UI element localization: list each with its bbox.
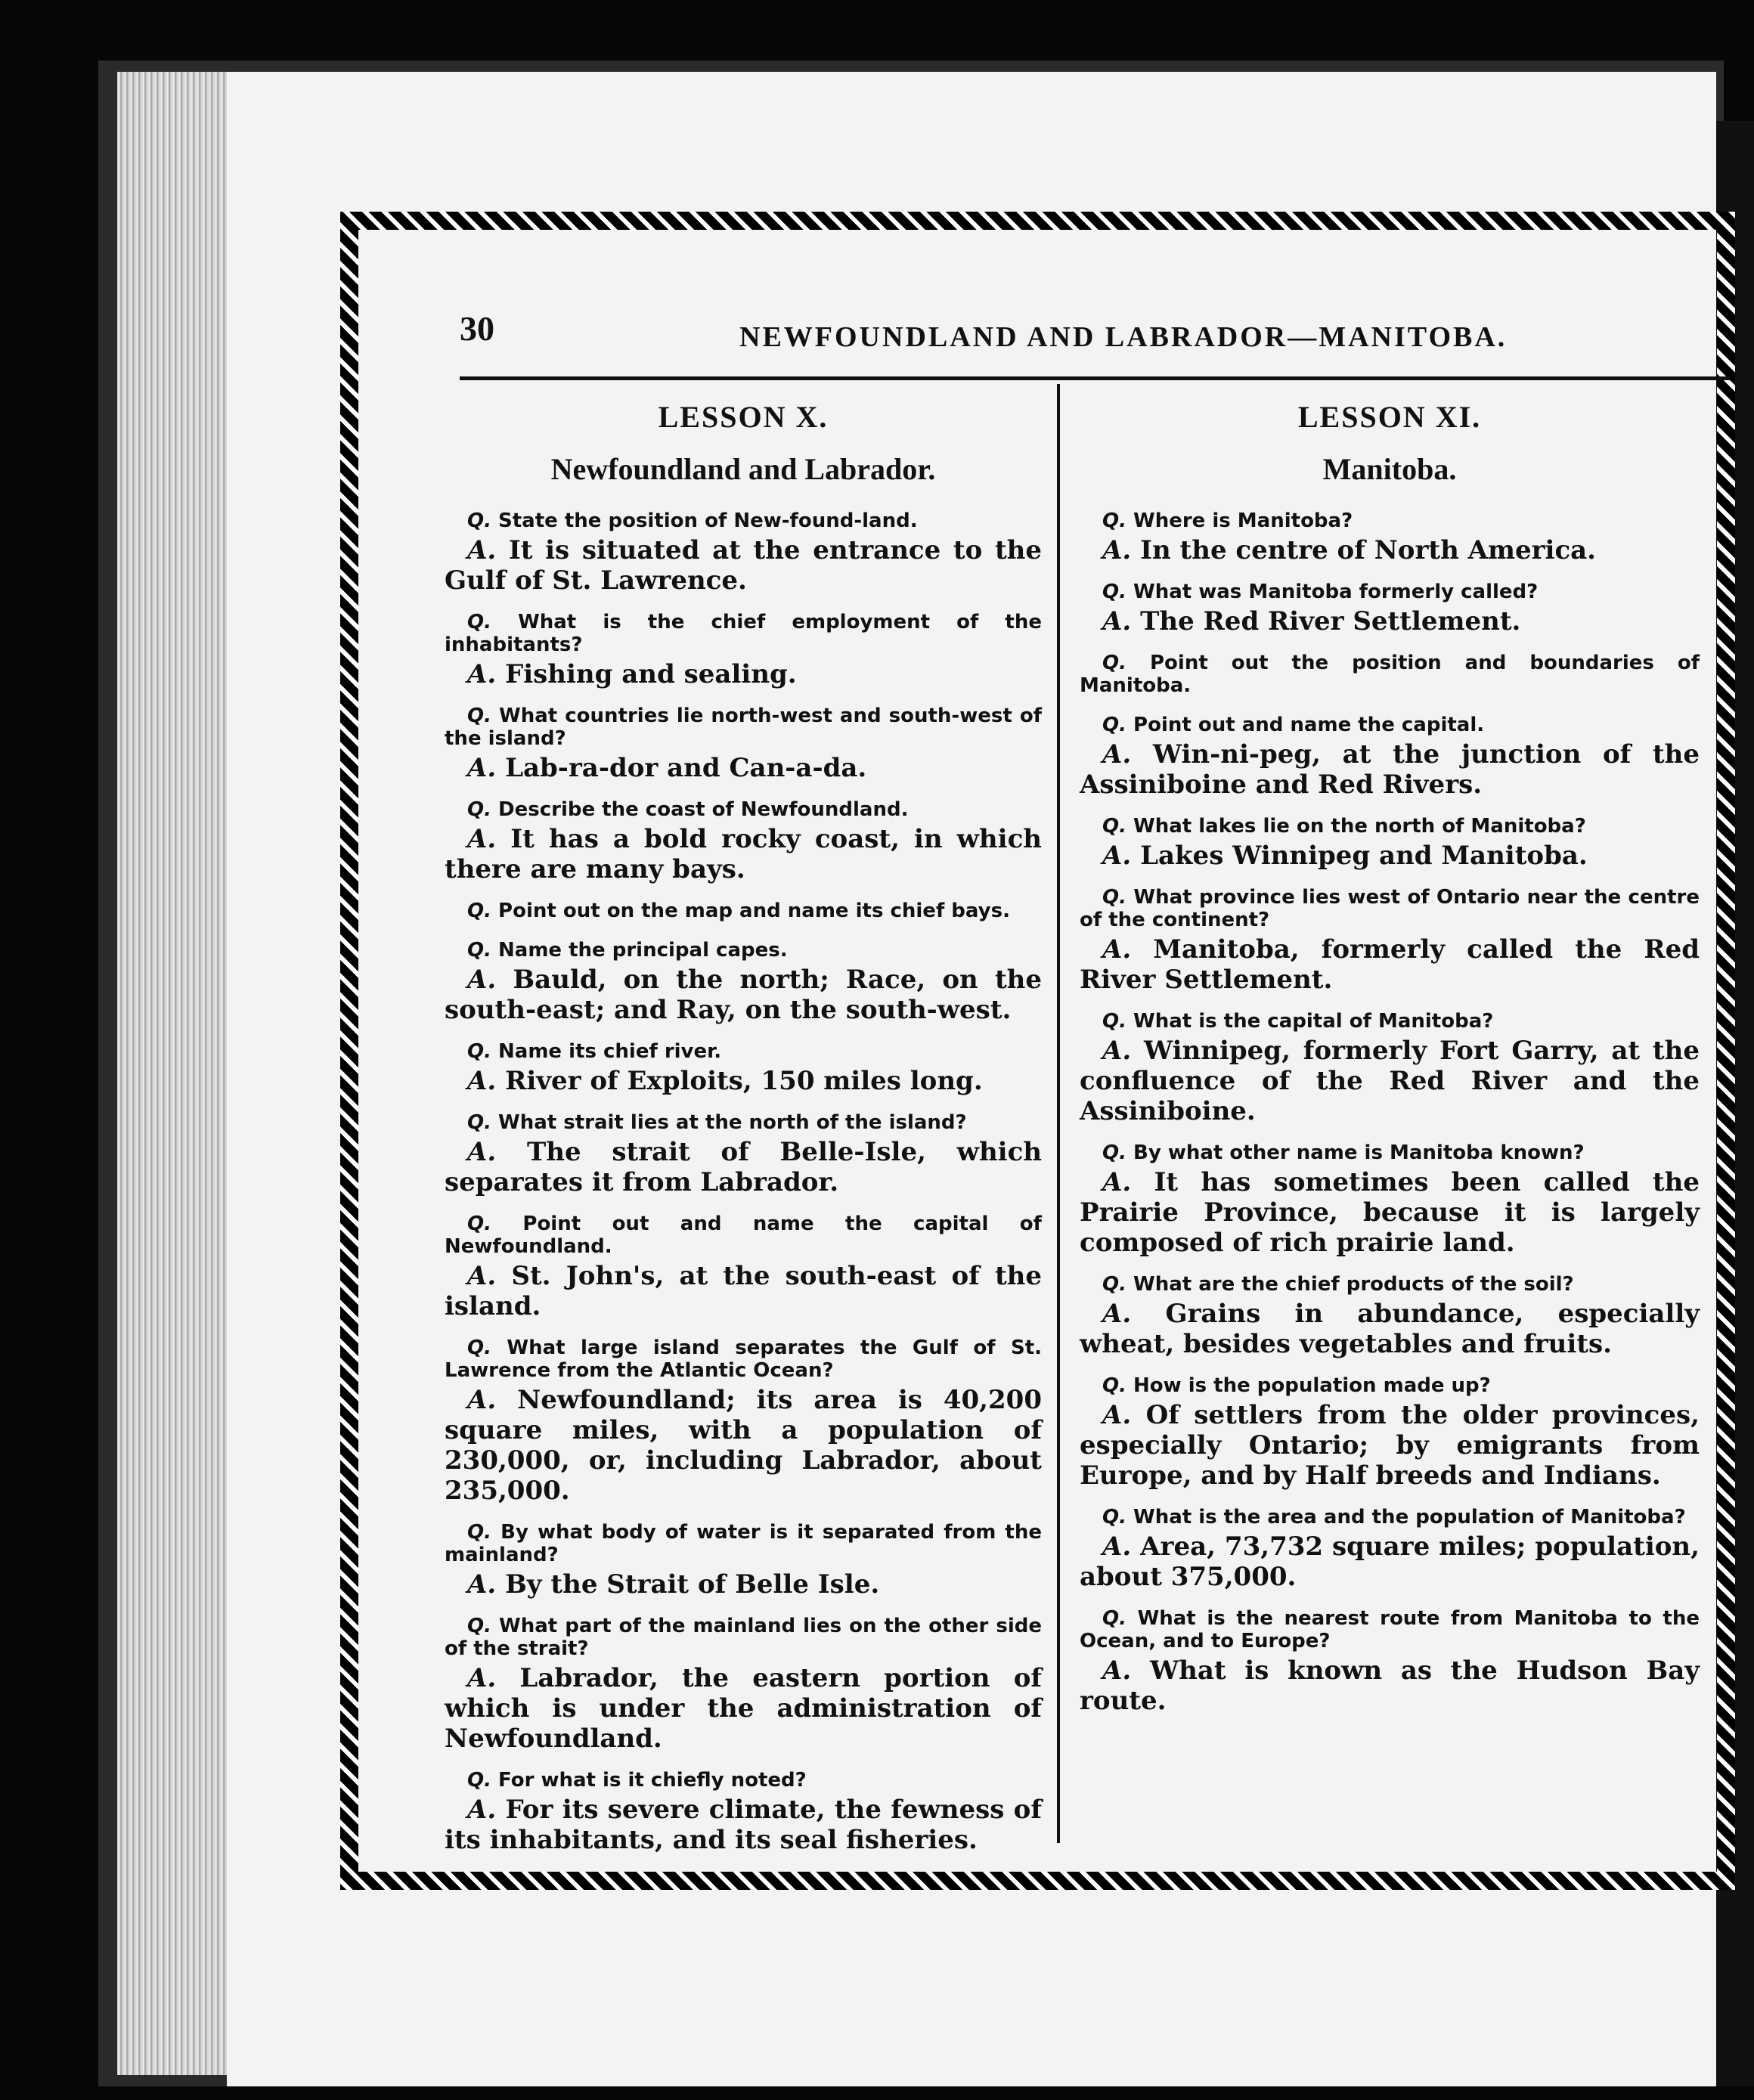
answer [445, 1261, 1042, 1321]
answer-mark-label: A. [1102, 1400, 1146, 1430]
question [1080, 815, 1700, 838]
question-mark-label: Q. [467, 1111, 499, 1134]
answer-text: The Red River Settlement. [1140, 606, 1521, 637]
answer-mark-label: A. [467, 824, 511, 854]
question-mark-label: Q. [467, 1521, 501, 1544]
question-mark-label: Q. [1102, 581, 1134, 603]
answer-mark-label: A. [467, 753, 506, 783]
question-text: What is the nearest route from Manitoba to the Ocean, and to Europe? [1080, 1607, 1700, 1652]
question [1080, 581, 1700, 603]
question-text: Point out the position and boundaries of Manitoba. [1080, 652, 1700, 697]
question-mark-label: Q. [467, 611, 519, 633]
question-mark-label: Q. [467, 1040, 499, 1063]
column-divider [1057, 384, 1060, 1843]
answer [445, 535, 1042, 596]
question [445, 1111, 1042, 1134]
question-text: What are the chief products of the soil? [1133, 1273, 1574, 1296]
question [1080, 1010, 1700, 1033]
qa-item [445, 798, 1042, 884]
qa-item [1080, 1273, 1700, 1359]
question-mark-label: Q. [1102, 886, 1134, 909]
qa-item [445, 1213, 1042, 1321]
question-mark-label: Q. [1102, 815, 1134, 838]
question-mark-label: Q. [467, 1615, 500, 1637]
answer-mark-label: A. [467, 1261, 512, 1291]
question [445, 705, 1042, 750]
question-mark-label: Q. [1102, 1273, 1134, 1296]
question [445, 939, 1042, 962]
answer-mark-label: A. [1102, 606, 1141, 637]
answer [1080, 739, 1700, 800]
answer-mark-label: A. [1102, 1167, 1154, 1197]
question-text: Name the principal capes. [498, 939, 788, 962]
question-mark-label: Q. [1102, 1010, 1134, 1033]
question-mark-label: Q. [1102, 1506, 1134, 1529]
answer-mark-label: A. [1102, 739, 1153, 770]
question-text: By what other name is Manitoba known? [1133, 1141, 1585, 1164]
question-mark-label: Q. [467, 705, 500, 727]
question-text: Where is Manitoba? [1133, 510, 1353, 532]
answer-text: It has a bold rocky coast, in which there are many bays. [445, 824, 1042, 884]
qa-item [1080, 510, 1700, 565]
qa-item [1080, 652, 1700, 697]
answer-text: Bauld, on the north; Race, on the south-east; and Ray, on the south-west. [445, 965, 1043, 1025]
question-mark-label: Q. [467, 1213, 523, 1235]
answer-text: Win-ni-peg, at the junction of the Assiniboine and Red Rivers. [1080, 739, 1700, 800]
answer-text: Of settlers from the older provinces, especially Ontario; by emigrants from Europe, and by Half breeds and Indians. [1080, 1400, 1700, 1491]
lesson-xi-subtitle: Manitoba. [1322, 452, 1457, 486]
question [1080, 652, 1700, 697]
answer-mark-label: A. [467, 659, 506, 689]
answer [1080, 1167, 1700, 1258]
question-text: Point out and name the capital. [1133, 714, 1485, 736]
answer-mark-label: A. [1102, 1299, 1166, 1329]
question [1080, 1374, 1700, 1397]
answer-text: In the centre of North America. [1140, 535, 1597, 565]
question-text: How is the population made up? [1133, 1374, 1491, 1397]
question [445, 1769, 1042, 1792]
question-mark-label: Q. [1102, 714, 1134, 736]
qa-item [1080, 1374, 1700, 1491]
question [1080, 1141, 1700, 1164]
answer-mark-label: A. [467, 1569, 506, 1600]
left-column [445, 399, 1042, 1870]
question-text: For what is it chiefly noted? [498, 1769, 807, 1792]
qa-item [1080, 1506, 1700, 1592]
answer-text: What is known as the Hudson Bay route. [1080, 1656, 1700, 1716]
lesson-xi-questions [1080, 510, 1700, 1716]
answer-text: It has sometimes been called the Prairie Province, because it is largely composed of rich prairie land. [1080, 1167, 1700, 1258]
question-text: By what body of water is it separated from the mainland? [445, 1521, 1042, 1566]
answer [445, 1066, 1042, 1096]
qa-item [1080, 886, 1700, 995]
question-mark-label: Q. [467, 510, 499, 532]
question-text: What strait lies at the north of the island? [498, 1111, 967, 1134]
question [445, 1213, 1042, 1258]
answer-mark-label: A. [1102, 1036, 1145, 1066]
answer [445, 1569, 1042, 1600]
answer [445, 965, 1042, 1025]
qa-item [1080, 1141, 1700, 1258]
answer-text: The strait of Belle-Isle, which separates it from Labrador. [445, 1137, 1042, 1197]
question [445, 1337, 1042, 1382]
question-mark-label: Q. [467, 939, 499, 962]
answer [1080, 1656, 1700, 1716]
answer-text: Labrador, the eastern portion of which is under the administration of Newfoundland. [445, 1663, 1043, 1754]
answer-mark-label: A. [1102, 1656, 1150, 1686]
answer-text: For its severe climate, the fewness of its inhabitants, and its seal fisheries. [445, 1795, 1042, 1855]
lesson-x-subtitle: Newfoundland and Labrador. [550, 452, 936, 486]
qa-item [445, 900, 1042, 922]
answer-mark-label: A. [1102, 535, 1141, 565]
question-text: Point out and name the capital of Newfoundland. [445, 1213, 1042, 1258]
qa-item [445, 1769, 1042, 1855]
question-text: What is the area and the population of Manitoba? [1133, 1506, 1686, 1529]
qa-item [445, 1615, 1042, 1754]
question [1080, 510, 1700, 532]
lesson-xi-title: LESSON XI. [1297, 400, 1482, 434]
question-text: What province lies west of Ontario near the centre of the continent? [1080, 886, 1700, 931]
question [445, 510, 1042, 532]
answer-text: Lakes Winnipeg and Manitoba. [1140, 841, 1588, 871]
answer-mark-label: A. [467, 1795, 506, 1825]
question [1080, 886, 1700, 931]
question [445, 900, 1042, 922]
answer-text: Area, 73,732 square miles; population, about 375,000. [1080, 1532, 1700, 1592]
question [1080, 1273, 1700, 1296]
answer-mark-label: A. [467, 535, 509, 565]
answer-text: St. John's, at the south-east of the island. [445, 1261, 1042, 1321]
answer-mark-label: A. [467, 965, 513, 995]
question-text: What part of the mainland lies on the other side of the strait? [445, 1615, 1043, 1660]
question-text: State the position of New-found-land. [498, 510, 918, 532]
right-column [1080, 399, 1700, 1731]
question-text: Point out on the map and name its chief bays. [498, 900, 1010, 922]
page-content [377, 248, 1699, 1854]
answer [445, 1137, 1042, 1197]
qa-item [1080, 581, 1700, 637]
question-mark-label: Q. [1102, 510, 1134, 532]
question-mark-label: Q. [467, 1337, 507, 1359]
qa-item [1080, 1010, 1700, 1126]
question-text: Name its chief river. [498, 1040, 722, 1063]
header-rule [460, 376, 1730, 380]
answer-mark-label: A. [467, 1385, 518, 1415]
answer-mark-label: A. [1102, 841, 1141, 871]
question-text: What is the capital of Manitoba? [1133, 1010, 1494, 1033]
answer [1080, 1532, 1700, 1592]
question-mark-label: Q. [467, 1769, 499, 1792]
answer [445, 1385, 1042, 1506]
answer-text: Lab-ra-dor and Can-a-da. [505, 753, 867, 783]
answer-mark-label: A. [467, 1137, 527, 1167]
answer-text: Fishing and sealing. [505, 659, 797, 689]
qa-item [445, 1040, 1042, 1096]
question [445, 798, 1042, 821]
question [445, 1040, 1042, 1063]
lesson-x-questions [445, 510, 1042, 1855]
answer [445, 1663, 1042, 1754]
running-title: NEWFOUNDLAND AND LABRADOR—MANITOBA. [739, 321, 1508, 353]
qa-item [445, 705, 1042, 783]
answer [445, 1795, 1042, 1855]
question-mark-label: Q. [1102, 1141, 1134, 1164]
qa-item [445, 939, 1042, 1025]
answer [1080, 535, 1700, 565]
page-number: 30 [460, 309, 494, 348]
answer-mark-label: A. [467, 1066, 506, 1096]
answer [1080, 1400, 1700, 1491]
question [1080, 1607, 1700, 1652]
question [445, 1615, 1042, 1660]
qa-item [445, 1111, 1042, 1197]
answer-text: Manitoba, formerly called the Red River Settlement. [1080, 934, 1700, 995]
question-mark-label: Q. [1102, 1374, 1134, 1397]
question-text: What lakes lie on the north of Manitoba? [1133, 815, 1586, 838]
qa-item [445, 510, 1042, 596]
question-mark-label: Q. [467, 798, 499, 821]
qa-item [1080, 815, 1700, 871]
answer [1080, 1036, 1700, 1126]
answer [1080, 1299, 1700, 1359]
answer [1080, 606, 1700, 637]
question-mark-label: Q. [1102, 652, 1150, 674]
question [1080, 714, 1700, 736]
answer-text: Grains in abundance, especially wheat, besides vegetables and fruits. [1080, 1299, 1700, 1359]
question [445, 611, 1042, 656]
running-head [460, 308, 1707, 369]
answer [445, 824, 1042, 884]
answer-text: Winnipeg, formerly Fort Garry, at the confluence of the Red River and the Assiniboine. [1080, 1036, 1700, 1126]
question [1080, 1506, 1700, 1529]
question-text: What was Manitoba formerly called? [1133, 581, 1539, 603]
answer-mark-label: A. [1102, 1532, 1141, 1562]
qa-item [1080, 1607, 1700, 1716]
answer-text: By the Strait of Belle Isle. [505, 1569, 880, 1600]
answer-text: Newfoundland; its area is 40,200 square miles, with a population of 230,000, or, including Labrador, about 235,000. [445, 1385, 1042, 1506]
answer-text: It is situated at the entrance to the Gulf of St. Lawrence. [445, 535, 1042, 596]
question-text: What is the chief employment of the inhabitants? [445, 611, 1043, 656]
answer [445, 753, 1042, 783]
answer [1080, 841, 1700, 871]
question-text: Describe the coast of Newfoundland. [498, 798, 909, 821]
question-mark-label: Q. [1102, 1607, 1138, 1630]
question-text: What large island separates the Gulf of St. Lawrence from the Atlantic Ocean? [445, 1337, 1042, 1382]
qa-item [445, 1337, 1042, 1506]
qa-item [445, 1521, 1042, 1600]
answer [445, 659, 1042, 689]
answer [1080, 934, 1700, 995]
qa-item [1080, 714, 1700, 800]
answer-mark-label: A. [467, 1663, 520, 1693]
question [445, 1521, 1042, 1566]
question-text: What countries lie north-west and south-west of the island? [445, 705, 1043, 750]
qa-item [445, 611, 1042, 689]
answer-mark-label: A. [1102, 934, 1154, 965]
answer-text: River of Exploits, 150 miles long. [505, 1066, 983, 1096]
ornamental-border [340, 212, 1735, 1890]
lesson-x-title: LESSON X. [658, 400, 829, 434]
question-mark-label: Q. [467, 900, 499, 922]
